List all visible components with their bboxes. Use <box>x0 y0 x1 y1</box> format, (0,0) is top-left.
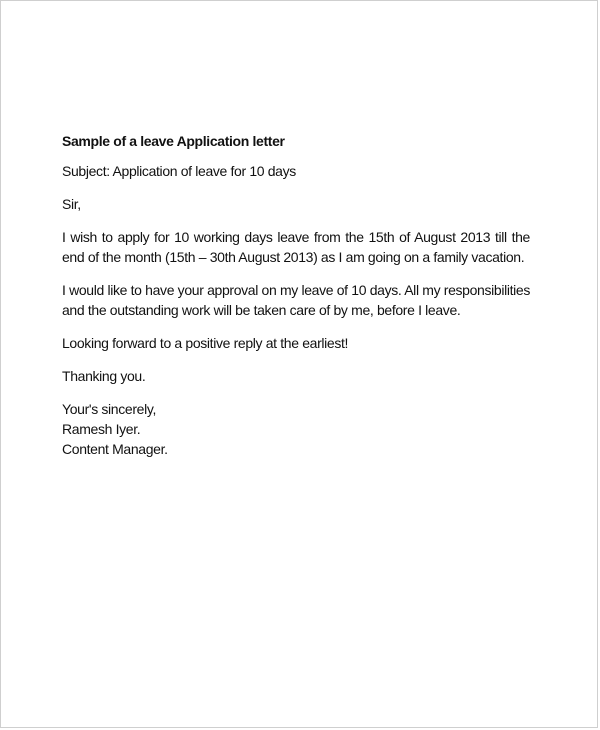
letter-signature <box>62 399 530 459</box>
letter-title: Sample of a leave Application letter <box>62 133 285 149</box>
letter-paragraph-1: I wish to apply for 10 working days leave from the 15th of August 2013 till the end of the month (15th – 30th August 2013) as I am going on a family vacation. <box>62 229 530 265</box>
leave-letter <box>62 131 530 459</box>
signature-designation: Content Manager. <box>62 441 168 457</box>
letter-salutation: Sir, <box>62 196 81 212</box>
signature-sign-off: Your's sincerely, <box>62 401 156 417</box>
letter-paragraph-2: I would like to have your approval on my leave of 10 days. All my responsibilities and the outstanding work will be taken care of by me, before I leave. <box>62 282 530 318</box>
letter-closing: Thanking you. <box>62 368 146 384</box>
letter-paragraph-3: Looking forward to a positive reply at the earliest! <box>62 335 349 351</box>
signature-name: Ramesh Iyer. <box>62 421 141 437</box>
letter-subject: Subject: Application of leave for 10 days <box>62 163 296 179</box>
